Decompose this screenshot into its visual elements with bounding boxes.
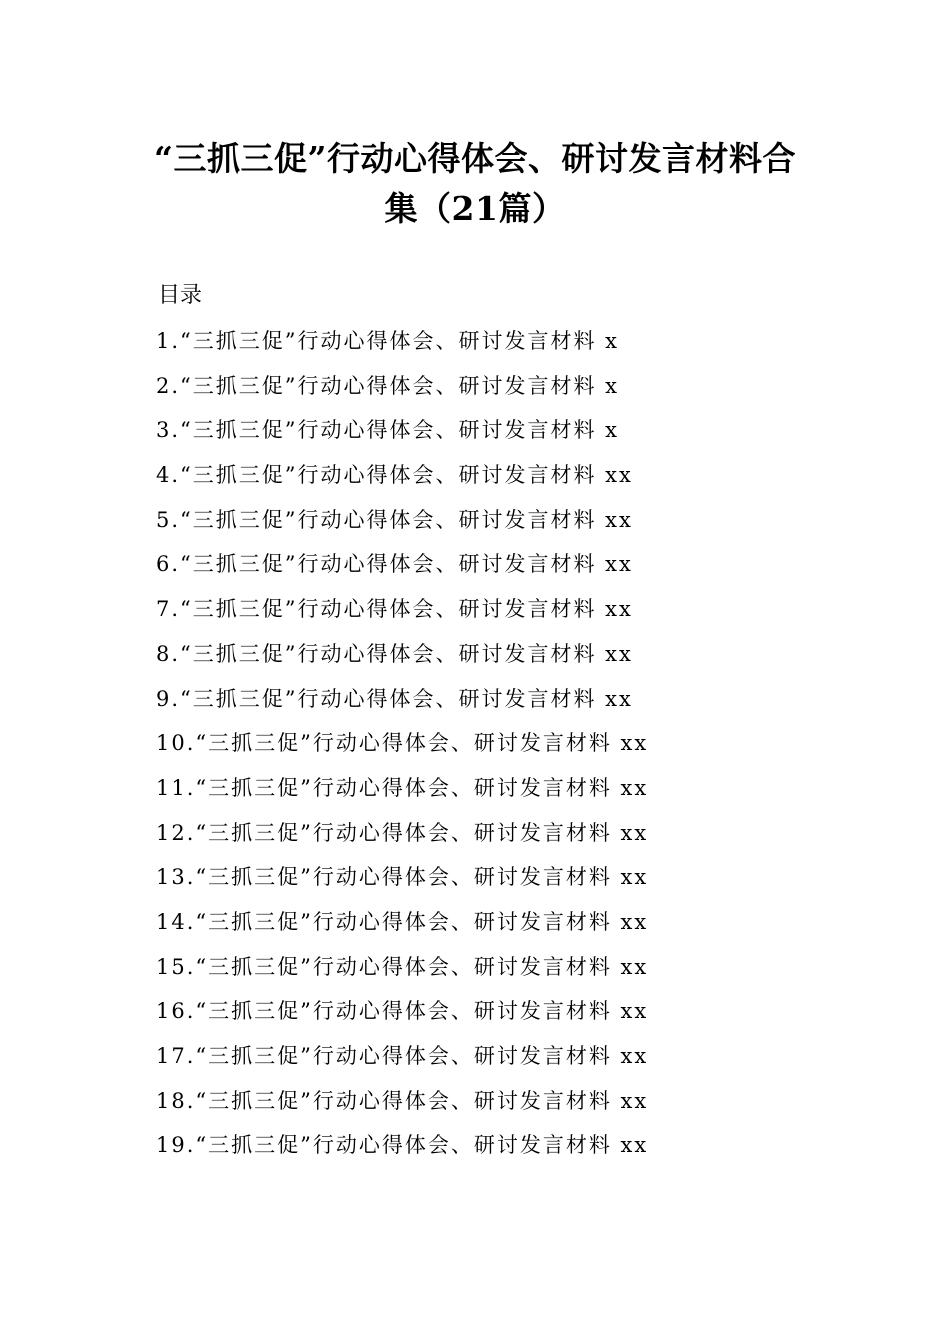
toc-item: 8.“三抓三促”行动心得体会、研讨发言材料 xx [156,641,633,666]
toc-item: 9.“三抓三促”行动心得体会、研讨发言材料 xx [156,686,633,711]
toc-item: 4.“三抓三促”行动心得体会、研讨发言材料 xx [156,463,633,488]
toc-item: 19.“三抓三促”行动心得体会、研讨发言材料 xx [156,1133,649,1158]
toc-item: 6.“三抓三促”行动心得体会、研讨发言材料 xx [156,552,633,577]
toc-item: 18.“三抓三促”行动心得体会、研讨发言材料 xx [156,1088,649,1113]
toc-item: 5.“三抓三促”行动心得体会、研讨发言材料 xx [156,507,633,532]
toc-item: 11.“三抓三促”行动心得体会、研讨发言材料 xx [156,775,649,800]
toc-item: 2.“三抓三促”行动心得体会、研讨发言材料 x [156,373,620,398]
toc-item: 12.“三抓三促”行动心得体会、研讨发言材料 xx [156,820,649,845]
toc-item: 1.“三抓三促”行动心得体会、研讨发言材料 x [156,329,620,353]
toc-item: 10.“三抓三促”行动心得体会、研讨发言材料 xx [156,731,649,756]
title-line-2: 集（21篇） [384,189,566,228]
document-title [120,134,830,234]
toc-item: 17.“三抓三促”行动心得体会、研讨发言材料 xx [156,1044,649,1068]
toc-item: 13.“三抓三促”行动心得体会、研讨发言材料 xx [156,865,649,890]
title-line-1: “三抓三促”行动心得体会、研讨发言材料合 [154,139,796,178]
toc-item: 3.“三抓三促”行动心得体会、研讨发言材料 x [156,418,620,443]
table-of-contents [156,326,648,1175]
toc-heading: 目录 [158,283,203,308]
toc-item: 16.“三抓三促”行动心得体会、研讨发言材料 xx [156,999,649,1024]
toc-item: 7.“三抓三促”行动心得体会、研讨发言材料 xx [156,597,633,622]
toc-item: 14.“三抓三促”行动心得体会、研讨发言材料 xx [156,909,649,934]
toc-item: 15.“三抓三促”行动心得体会、研讨发言材料 xx [156,954,649,979]
